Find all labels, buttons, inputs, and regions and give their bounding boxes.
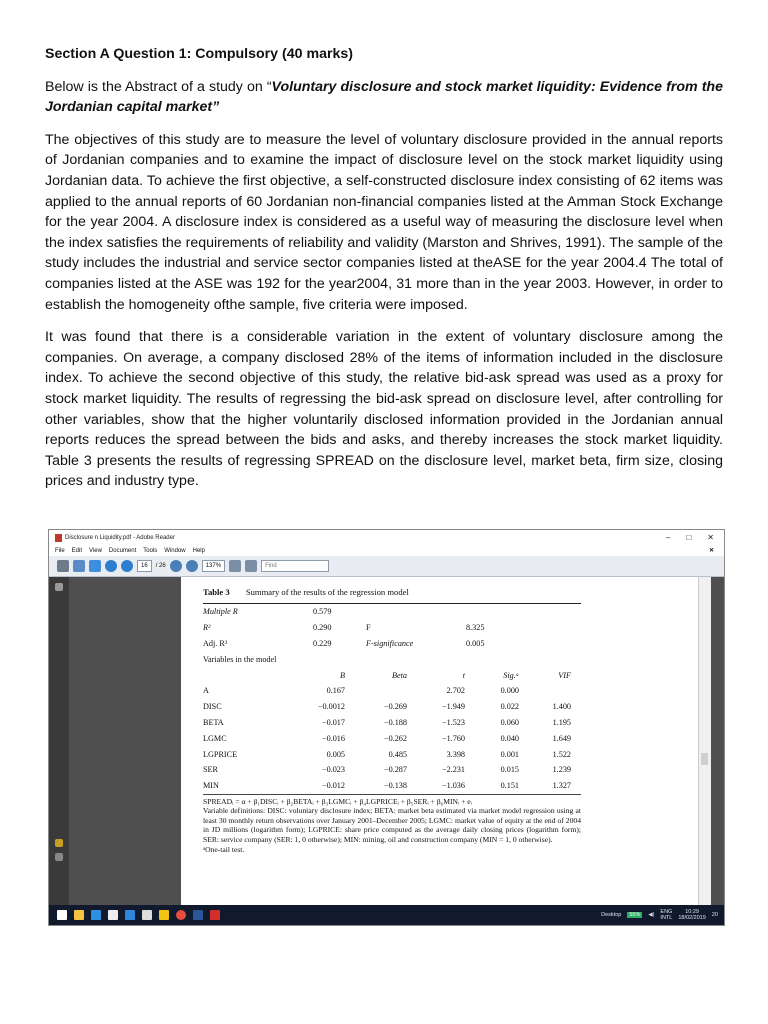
column-header-t: t: [462, 670, 465, 680]
menu-window[interactable]: Window: [164, 547, 186, 554]
cell-t: 2.702: [446, 686, 465, 696]
cell-sig: 0.022: [500, 702, 519, 712]
system-tray: [601, 909, 724, 921]
table-caption: Summary of the results of the regression model: [245, 587, 409, 597]
cell-beta: 0.485: [388, 749, 407, 759]
cell-t: −1.760: [441, 733, 465, 743]
intro-prefix: Below is the Abstract of a study on “: [45, 78, 272, 95]
column-header-vif: VIF: [558, 670, 571, 680]
desktop-label[interactable]: Desktop: [601, 912, 622, 918]
menu-tools[interactable]: Tools: [143, 547, 158, 554]
cell-t: −1.523: [441, 717, 465, 727]
table-row: [203, 762, 581, 778]
table-row: [203, 778, 581, 794]
cell-sig: 0.000: [500, 686, 519, 696]
windows-taskbar: [49, 905, 724, 925]
regression-table: [203, 587, 581, 854]
page-total: / 26: [155, 563, 166, 569]
zoom-out-icon[interactable]: [170, 560, 182, 572]
abstract-paragraph-2: It was found that there is a considerable variation in the extent of voluntary disclosure among the companies. On average, a company disclosed 28% of the items of information included in the disclosure index. To achieve the second objective of this study, the relative bid-ask spread was used as a proxy for stock market liquidity. The results of regressing the bid-ask spread on disclosure level, after controlling for other variables, show that the higher voluntarily disclosed information provided in the Jordanian annual reports reduces the spread between the bids and asks, and thereby increases the stock market liquidity. Table 3 presents the results of regressing SPREAD on the disclosure level, market beta, firm size, closing prices and industry type.: [45, 329, 723, 490]
previous-page-icon[interactable]: [105, 560, 117, 572]
abstract-paragraph-1: The objectives of this study are to measure the level of voluntary disclosure provided in the annual reports of Jordanian companies and to examine the impact of disclosure level on the stock market liquidity using Jordanian data. To achieve the first objective, a self-constructed disclosure index consisting of 62 items was applied to the annual reports of 60 Jordanian non-financial companies listed at the Amman Stock Exchange for the year 2004. A disclosure index is considered as a useful way of measuring the disclosure level when the index satisfies the requirements of reliability and validity (Marston and Shrives, 1991). The sample of the study includes the industrial and service sector companies listed at theASE for the year 2004.4 The total of companies listed at the ASE was 192 for the year2004, 31 more than in the year 2003. However, in order to establish the homogeneity ofthe sample, five criteria were imposed.: [45, 131, 723, 313]
menu-edit[interactable]: Edit: [71, 547, 83, 554]
menu-document[interactable]: Document: [108, 547, 137, 554]
fit-label: Multiple R: [203, 607, 238, 617]
row-label: DISC: [203, 702, 222, 712]
scrollbar-thumb[interactable]: [701, 753, 708, 765]
cell-b: 0.005: [326, 749, 345, 759]
table-row: [203, 746, 581, 762]
cell-sig: 0.060: [500, 717, 519, 727]
hand-tool-icon[interactable]: [89, 560, 101, 572]
column-header-beta: Beta: [391, 670, 407, 680]
volume-icon[interactable]: ◀): [648, 912, 655, 918]
fit-width-icon[interactable]: [245, 560, 257, 572]
cell-beta: −0.269: [383, 702, 407, 712]
menu-view[interactable]: View: [89, 547, 102, 554]
document-close-button[interactable]: ✕: [708, 548, 714, 554]
cell-vif: 1.400: [552, 702, 571, 712]
cell-vif: 1.522: [552, 749, 571, 759]
window-titlebar: [49, 530, 724, 545]
study-title: Voluntary disclosure and stock market liquidity: Evidence from the Jordanian capital market”: [45, 78, 723, 116]
cell-sig: 0.015: [500, 765, 519, 775]
table-body: [203, 683, 581, 794]
cell-b: −0.023: [321, 765, 345, 775]
regression-equation: SPREADᵢ = α + β₁DISCᵢ + β₂BETAᵢ + β₃LGMCᵢ + β₄LGPRICEᵢ + β₅SERᵢ + β₆MINᵢ + eᵢ: [203, 796, 472, 806]
fit-label: Adj. R²: [203, 638, 228, 648]
zoom-select[interactable]: 137%: [202, 560, 225, 572]
table-label: Table 3: [203, 587, 230, 597]
document-viewer: [49, 577, 724, 905]
cell-b: −0.017: [321, 717, 345, 727]
clock[interactable]: [678, 909, 706, 921]
cell-t: −1.036: [441, 781, 465, 791]
navigation-pane: [49, 577, 69, 905]
cell-beta: −0.287: [383, 765, 407, 775]
app-icon[interactable]: [125, 910, 135, 920]
notification-count[interactable]: 20: [711, 912, 718, 918]
clock-date: 18/02/2019: [678, 915, 706, 921]
pdf-icon: [55, 534, 62, 542]
cell-sig: 0.040: [500, 733, 519, 743]
table-footnote: ᵃOne-tail test.: [203, 844, 245, 854]
table-row: [203, 730, 581, 746]
window-title: Disclosure n Liquidity.pdf - Adobe Reader: [65, 534, 175, 541]
fit-label2: F: [366, 623, 371, 633]
cell-sig: 0.001: [500, 749, 519, 759]
share-icon[interactable]: [73, 560, 85, 572]
variables-label: Variables in the model: [203, 654, 277, 664]
column-header-b: B: [339, 670, 345, 680]
chrome-icon[interactable]: [176, 910, 186, 920]
minimize-button[interactable]: –: [666, 533, 671, 542]
table-notes: [203, 795, 581, 855]
reader-toolbar: [49, 556, 724, 577]
cell-vif: 1.195: [552, 717, 571, 727]
section-heading: Section A Question 1: Compulsory (40 marks): [45, 46, 353, 62]
column-header-sig: Sig.ᵃ: [503, 670, 519, 680]
print-icon[interactable]: [57, 560, 69, 572]
cell-beta: −0.138: [383, 781, 407, 791]
page-number-input[interactable]: 16: [137, 560, 152, 572]
comments-icon[interactable]: [55, 839, 63, 847]
cell-vif: 1.239: [552, 765, 571, 775]
fit-page-icon[interactable]: [229, 560, 241, 572]
fit-row: [203, 636, 581, 652]
cell-t: 3.398: [446, 749, 465, 759]
cell-t: −2.231: [441, 765, 465, 775]
battery-indicator[interactable]: 55%: [629, 912, 641, 918]
attachments-icon[interactable]: [55, 853, 63, 861]
row-label: LGMC: [203, 733, 227, 743]
table-row: [203, 699, 581, 715]
maximize-button[interactable]: □: [686, 533, 692, 542]
variables-heading: [203, 651, 581, 667]
fit-row: [203, 620, 581, 636]
language-indicator[interactable]: [660, 909, 672, 921]
word-icon[interactable]: [193, 910, 203, 920]
fit-value: 0.290: [313, 623, 332, 633]
cell-b: −0.0012: [317, 702, 345, 712]
mail-icon[interactable]: [142, 910, 152, 920]
table-row: [203, 715, 581, 731]
fit-value: 0.229: [313, 638, 332, 648]
cell-b: −0.016: [321, 733, 345, 743]
cell-vif: 1.327: [552, 781, 571, 791]
fit-value2: 0.005: [466, 638, 485, 648]
start-icon[interactable]: [57, 910, 67, 920]
row-label: LGPRICE: [203, 749, 238, 759]
find-input[interactable]: Find: [261, 560, 329, 572]
pages-icon[interactable]: [55, 583, 63, 591]
cell-b: 0.167: [326, 686, 345, 696]
adobe-reader-screenshot: [48, 529, 725, 926]
edge-icon[interactable]: [91, 910, 101, 920]
region-label: INTL: [660, 915, 673, 921]
vertical-scrollbar[interactable]: [698, 577, 711, 905]
cell-sig: 0.151: [500, 781, 519, 791]
file-explorer-icon[interactable]: [74, 910, 84, 920]
column-header-row: [203, 667, 581, 683]
table-row: [203, 683, 581, 699]
pdf-page: [181, 577, 711, 905]
fit-value: 0.579: [313, 607, 332, 617]
menu-bar: [49, 545, 724, 556]
clock-time: 10:29: [685, 909, 699, 915]
acrobat-icon[interactable]: [210, 910, 220, 920]
close-button[interactable]: ✕: [707, 533, 714, 542]
intro-paragraph: [45, 77, 723, 118]
fit-label2: F-significance: [366, 638, 414, 648]
cell-beta: −0.188: [383, 717, 407, 727]
variable-definitions: Variable definitions: DISC: voluntary disclosure index; BETA: market beta estimated via market model regression using at least 30 monthly return observations over January 2001–December 2005; LGMC: market value of equity at the end of 2004 in JD millions (logarithm form); LGPRICE: share price computed as the average daily closing prices (logarithm form); SER: service company (SER: 1, 0 otherwise); MIN: mining, oil and construction company (MIN = 1, 0 otherwise).: [203, 806, 581, 844]
fit-row: [203, 604, 581, 620]
fit-value2: 8.325: [466, 623, 485, 633]
row-label: SER: [203, 765, 219, 775]
cell-beta: −0.262: [383, 733, 407, 743]
document-body: [45, 44, 723, 504]
cell-t: −1.949: [441, 702, 465, 712]
row-label: BETA: [203, 717, 224, 727]
next-page-icon[interactable]: [121, 560, 133, 572]
row-label: A: [203, 686, 209, 696]
model-fit-block: [203, 604, 581, 651]
table-title: [203, 587, 581, 597]
sticky-notes-icon[interactable]: [159, 910, 169, 920]
cell-vif: 1.649: [552, 733, 571, 743]
language-label: ENG: [660, 909, 673, 915]
cell-b: −0.012: [321, 781, 345, 791]
row-label: MIN: [203, 781, 219, 791]
zoom-in-icon[interactable]: [186, 560, 198, 572]
menu-help[interactable]: Help: [192, 547, 205, 554]
fit-label: R²: [203, 623, 211, 633]
menu-file[interactable]: File: [55, 547, 65, 554]
store-icon[interactable]: [108, 910, 118, 920]
